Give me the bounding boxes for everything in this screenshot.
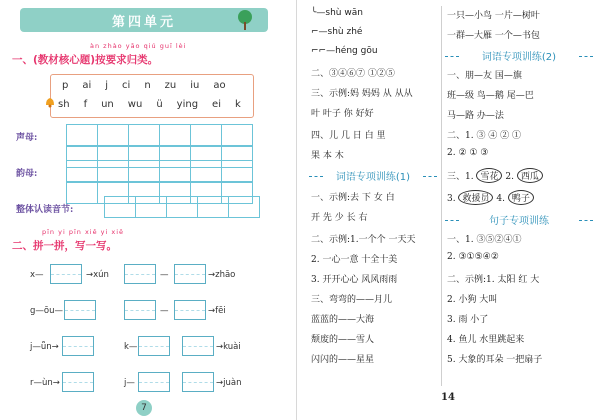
grid-cell[interactable] (159, 160, 191, 182)
circled-word: 鸭子 (508, 190, 534, 205)
answer-line: 5. 大象的耳朵 一把扇子 (447, 355, 543, 365)
answer-line: 3. 开开心心 风风雨雨 (311, 275, 398, 285)
sound-item: wu (127, 99, 143, 110)
exercise-1-left: x— (30, 270, 44, 280)
answer-grid[interactable] (124, 300, 156, 320)
answer-line: 班—级 鸟—鹅 尾—巴 (447, 91, 534, 101)
yunmu-grid[interactable] (66, 160, 252, 182)
circled-word: 救援员 (458, 190, 493, 205)
answer-grid[interactable] (62, 372, 94, 392)
sound-item: ci (122, 80, 131, 91)
answer-line: 一群—大雁 一个—书包 (447, 31, 540, 41)
sound-row-2 (58, 99, 255, 110)
exercise-4-right: →juàn (216, 378, 242, 388)
answer-line: 一、朋—友 国—旗 (447, 71, 522, 81)
answer-line: 一、示例:去 下 女 白 (311, 193, 395, 203)
grid-cell[interactable] (97, 160, 129, 182)
bell-icon (44, 96, 56, 108)
shengmu-grid[interactable] (66, 124, 252, 146)
exercise-4-left: r—ùn→ (30, 378, 60, 388)
section1-pinyin: àn zhào yāo qiú guī lèi (90, 42, 187, 50)
grid-cell[interactable] (166, 196, 198, 218)
grid-cell[interactable] (66, 182, 98, 204)
answer-line: 一、1. ③⑤②④① (447, 235, 522, 245)
exercise-1-right: →zhāo (208, 270, 236, 280)
grid-cell[interactable] (159, 124, 191, 146)
answer-prefix: 三、1. (447, 172, 474, 182)
answer-line: 一只—小鸟 一片—树叶 (447, 11, 540, 21)
exercise-4-mid: j— (124, 378, 135, 388)
answer-line: 叶 叶子 你 好好 (311, 109, 374, 119)
answer-grid[interactable] (124, 264, 156, 284)
exercise-3-right: →kuài (216, 342, 241, 352)
answer-line: 3. 雨 小了 (447, 315, 489, 325)
sound-item: ying (176, 99, 199, 110)
exercise-2-left: g—ōu— (30, 306, 63, 316)
grid-cell[interactable] (97, 124, 129, 146)
grid-cell[interactable] (104, 196, 136, 218)
sound-row-1 (62, 80, 240, 91)
answer-line: 二、1. ③ ④ ② ① (447, 131, 522, 141)
sound-item: k (234, 99, 241, 110)
exercise-3-left: j—ǖn→ (30, 342, 59, 352)
answer-line: 2. 一心一意 十全十美 (311, 255, 398, 265)
answer-grid[interactable] (174, 264, 206, 284)
answer-sep: 2. (505, 172, 514, 182)
sound-item: ao (213, 80, 226, 91)
section1-title: 一、(教材核心题)按要求归类。 (12, 54, 159, 66)
unit-title: 第四单元 (111, 15, 176, 30)
grid-cell[interactable] (190, 124, 222, 146)
answer-line: 颓废的——雪人 (311, 335, 375, 345)
category-label-yunmu: 韵母: (16, 169, 38, 179)
answer-line: 2. 小狗 大叫 (447, 295, 498, 305)
grid-cell[interactable] (135, 196, 167, 218)
answer-line: 开 先 少 长 右 (311, 213, 368, 223)
sound-item: ei (212, 99, 221, 110)
answer-line: ╰—shù wān (311, 8, 363, 18)
grid-cell[interactable] (128, 160, 160, 182)
answer-grid[interactable] (138, 372, 170, 392)
sound-item: p (62, 80, 69, 91)
sound-item: iu (190, 80, 200, 91)
answer-line: 蓝蓝的——大海 (311, 315, 375, 325)
section-heading: 句子专项训练 (447, 212, 591, 227)
sound-item: zu (164, 80, 177, 91)
category-label-shengmu: 声母: (16, 133, 38, 143)
category-label-zhengti: 整体认读音节: (16, 205, 74, 215)
answer-grid[interactable] (50, 264, 82, 284)
sound-item: n (144, 80, 151, 91)
grid-cell[interactable] (128, 124, 160, 146)
answer-line: ⌐—shù zhé (311, 27, 363, 37)
sound-item: ai (82, 80, 92, 91)
unit-banner (20, 8, 268, 32)
exercise-2-dash: — (160, 306, 169, 316)
exercise-1-mid: →xún (86, 270, 109, 280)
grid-cell[interactable] (190, 160, 222, 182)
sound-item: f (83, 99, 88, 110)
answer-line: 闪闪的——星星 (311, 355, 375, 365)
exercise-2-right: →fēi (208, 306, 226, 316)
grid-cell[interactable] (228, 196, 260, 218)
answer-line: 二、③④⑥⑦ ①②⑤ (311, 69, 395, 79)
exercise-3-mid: k— (124, 342, 138, 352)
sound-item: ü (156, 99, 163, 110)
answer-line-ovals-2 (447, 190, 534, 205)
answer-grid[interactable] (62, 336, 94, 356)
answer-line: 四、儿 几 日 白 里 (311, 131, 386, 141)
answer-grid[interactable] (138, 336, 170, 356)
page-number-left: 7 (136, 400, 152, 416)
grid-cell[interactable] (197, 196, 229, 218)
answer-line: 果 本 木 (311, 151, 344, 161)
sound-item: j (105, 80, 109, 91)
answer-line: 三、弯弯的——月儿 (311, 295, 393, 305)
section-heading: 词语专项训练(1) (311, 168, 435, 183)
answer-grid[interactable] (174, 300, 206, 320)
answer-line: 2. ② ① ③ (447, 148, 489, 158)
left-page (0, 0, 292, 420)
section2-pinyin: pīn yi pīn xiě yi xiě (42, 228, 125, 236)
section2-title: 二、拼一拼，写一写。 (12, 240, 117, 252)
page-number-right: 14 (441, 392, 455, 403)
zhengti-grid[interactable] (104, 196, 259, 218)
circled-word: 雪花 (476, 168, 502, 183)
answer-line: 2. ③①⑤④② (447, 252, 499, 262)
grid-cell[interactable] (66, 124, 98, 146)
grid-cell[interactable] (66, 160, 98, 182)
answer-line: 马—路 办—法 (447, 111, 504, 121)
exercise-1-dash: — (160, 270, 169, 280)
section-heading: 词语专项训练(2) (447, 48, 591, 63)
answer-line-ovals-1 (447, 168, 543, 183)
answer-line: 三、示例:妈 妈妈 从 从从 (311, 89, 413, 99)
sound-item: sh (58, 99, 70, 110)
answer-grid[interactable] (182, 372, 214, 392)
sound-item: un (101, 99, 114, 110)
right-page (296, 0, 600, 420)
answer-sep: 4. (496, 194, 505, 204)
tree-icon (234, 9, 256, 31)
circled-word: 西瓜 (517, 168, 543, 183)
column-divider (441, 6, 442, 386)
answer-grid[interactable] (64, 300, 96, 320)
answer-line: 二、示例:1. 太阳 红 大 (447, 275, 540, 285)
grid-cell[interactable] (221, 124, 253, 146)
answer-line: 二、示例:1.一个个 一天天 (311, 235, 416, 245)
answer-grid[interactable] (182, 336, 214, 356)
answer-line: ⌐⌐—héng gōu (311, 46, 378, 56)
answer-line: 4. 鱼儿 水里跳起来 (447, 335, 525, 345)
answer-prefix: 3. (447, 194, 456, 204)
grid-cell[interactable] (221, 160, 253, 182)
